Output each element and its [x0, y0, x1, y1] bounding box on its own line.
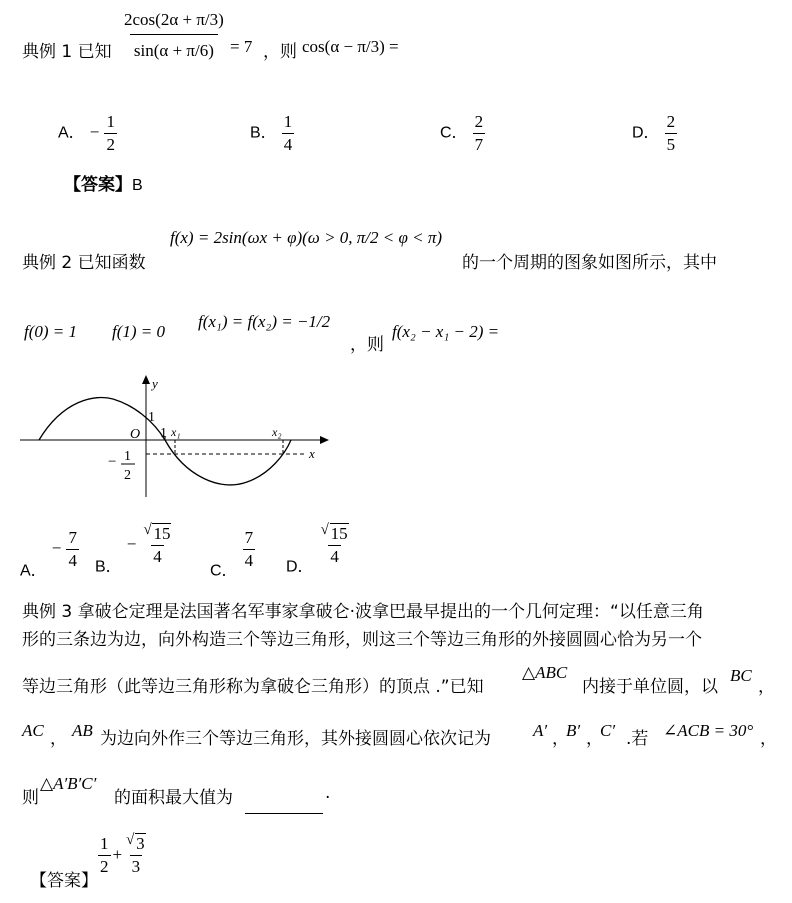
ex1-query: cos(α − π/3) = — [302, 37, 399, 56]
ex2-cond-fx: f(x₁) = f(x₂) = −1/2 — [198, 312, 331, 331]
ex1-answer-value: B — [132, 177, 143, 194]
ex3-comma-2: ， — [50, 729, 67, 749]
ex3-line-3a: 等边三角形（此等边三角形称为拿破仑三角形）的顶点 .”已知 — [22, 677, 484, 697]
x-tick-one-label: 1 — [160, 426, 167, 441]
ex2-suffix: 的一个周期的图象如图所示，其中 — [462, 253, 717, 273]
ex1-cond-rhs: = 7 — [230, 37, 253, 56]
ex3-line-4b: .若 — [626, 729, 649, 749]
ex3-comma-3: ， — [552, 729, 569, 749]
ex1-option-b[interactable]: B． $\frac{1}{4}$ — [250, 112, 293, 154]
ex3-line-5a: 则 — [22, 788, 39, 808]
neg-half-num: 1 — [124, 449, 131, 464]
ex2-cond-f0: f(0) = 1 — [24, 322, 78, 341]
ex3-point-a-prime: A′ — [533, 721, 548, 740]
x2-label: x₂ — [272, 425, 282, 439]
ex3-comma-5: ， — [760, 729, 777, 749]
ex3-line-2: 形的三条边为边，向外构造三个等边三角形，则这三个等边三角形的外接圆圆心恰为另一个 — [22, 630, 702, 650]
origin-label: O — [130, 427, 141, 442]
ex3-triangle-abc: △ABC — [522, 663, 568, 682]
ex1-option-a[interactable]: A． − $\frac{1}{2}$ — [58, 112, 115, 154]
ex3-period: . — [325, 783, 331, 803]
ex3-comma-4: ， — [586, 729, 603, 749]
ex1-cond-den: sin(α + π/6) — [130, 34, 218, 61]
ex2-option-b[interactable]: B． − √ 15 4 — [95, 522, 171, 576]
ex1-then: ，则 — [263, 42, 297, 62]
ex1-cond-num: 2cos(2α + π/3) — [124, 10, 224, 29]
ex3-point-b-prime: B′ — [566, 721, 581, 740]
ex1-condition-fraction — [120, 10, 228, 61]
ex2-cond-then: ，则 — [350, 335, 384, 355]
ex3-line-5b: 的面积最大值为 — [114, 788, 233, 808]
ex3-answer-label: 【答案】 — [30, 871, 98, 891]
ex3-line-3b: 内接于单位圆，以 — [582, 677, 718, 697]
ex3-answer-value: $\frac{1}{2}$ + √ 3 3 — [100, 832, 145, 876]
ex3-line-1: 典例 3 拿破仑定理是法国著名军事家拿破仑·波拿巴最早提出的一个几何定理：“以任意三角 — [22, 602, 704, 622]
ex1-answer-label: 【答案】 — [64, 175, 132, 195]
sine-graph — [15, 372, 335, 502]
ex1-answer — [64, 170, 143, 195]
ex2-function: f(x) = 2sin(ωx + φ)(ω > 0, π/2 < φ < π) — [170, 228, 443, 247]
ex1-option-d[interactable]: D． $\frac{2}{5}$ — [632, 112, 676, 154]
x-axis-arrow — [320, 436, 329, 444]
x1-label: x₁ — [171, 425, 181, 439]
ex2-option-a[interactable]: A． − $\frac{7}{4}$ — [20, 528, 77, 580]
ex3-point-c-prime: C′ — [600, 721, 616, 740]
ex3-side-bc: BC — [730, 666, 752, 685]
ex3-line-4a: 为边向外作三个等边三角形，其外接圆圆心依次记为 — [100, 729, 491, 749]
ex3-triangle-prime: △A′B′C′ — [40, 774, 97, 793]
ex2-prefix: 典例 2 已知函数 — [22, 253, 146, 273]
y-axis-arrow — [142, 375, 150, 384]
ex2-cond-query: f(x₂ − x₁ − 2) = — [392, 322, 500, 341]
ex3-side-ab: AB — [72, 721, 93, 740]
ex3-answer-blank[interactable] — [245, 799, 323, 818]
ex3-angle: ∠ACB = 30° — [663, 721, 754, 740]
x-axis-label: x — [309, 446, 315, 461]
neg-half-den: 2 — [124, 468, 131, 483]
ex3-side-ac: AC — [22, 721, 44, 740]
ex2-option-c[interactable]: C． $\frac{7}{4}$ — [210, 528, 254, 580]
ex1-option-c[interactable]: C． $\frac{2}{7}$ — [440, 112, 484, 154]
y-axis-label: y — [152, 376, 158, 391]
y-tick-one-label: 1 — [148, 410, 155, 425]
ex2-cond-f1: f(1) = 0 — [112, 322, 166, 341]
neg-half-sign: − — [108, 454, 117, 470]
ex1-prefix: 典例 1 已知 — [22, 42, 112, 62]
ex3-comma-1: ， — [758, 677, 775, 697]
ex2-option-d[interactable]: D． √ 15 4 — [286, 522, 348, 576]
sine-curve — [39, 397, 291, 484]
